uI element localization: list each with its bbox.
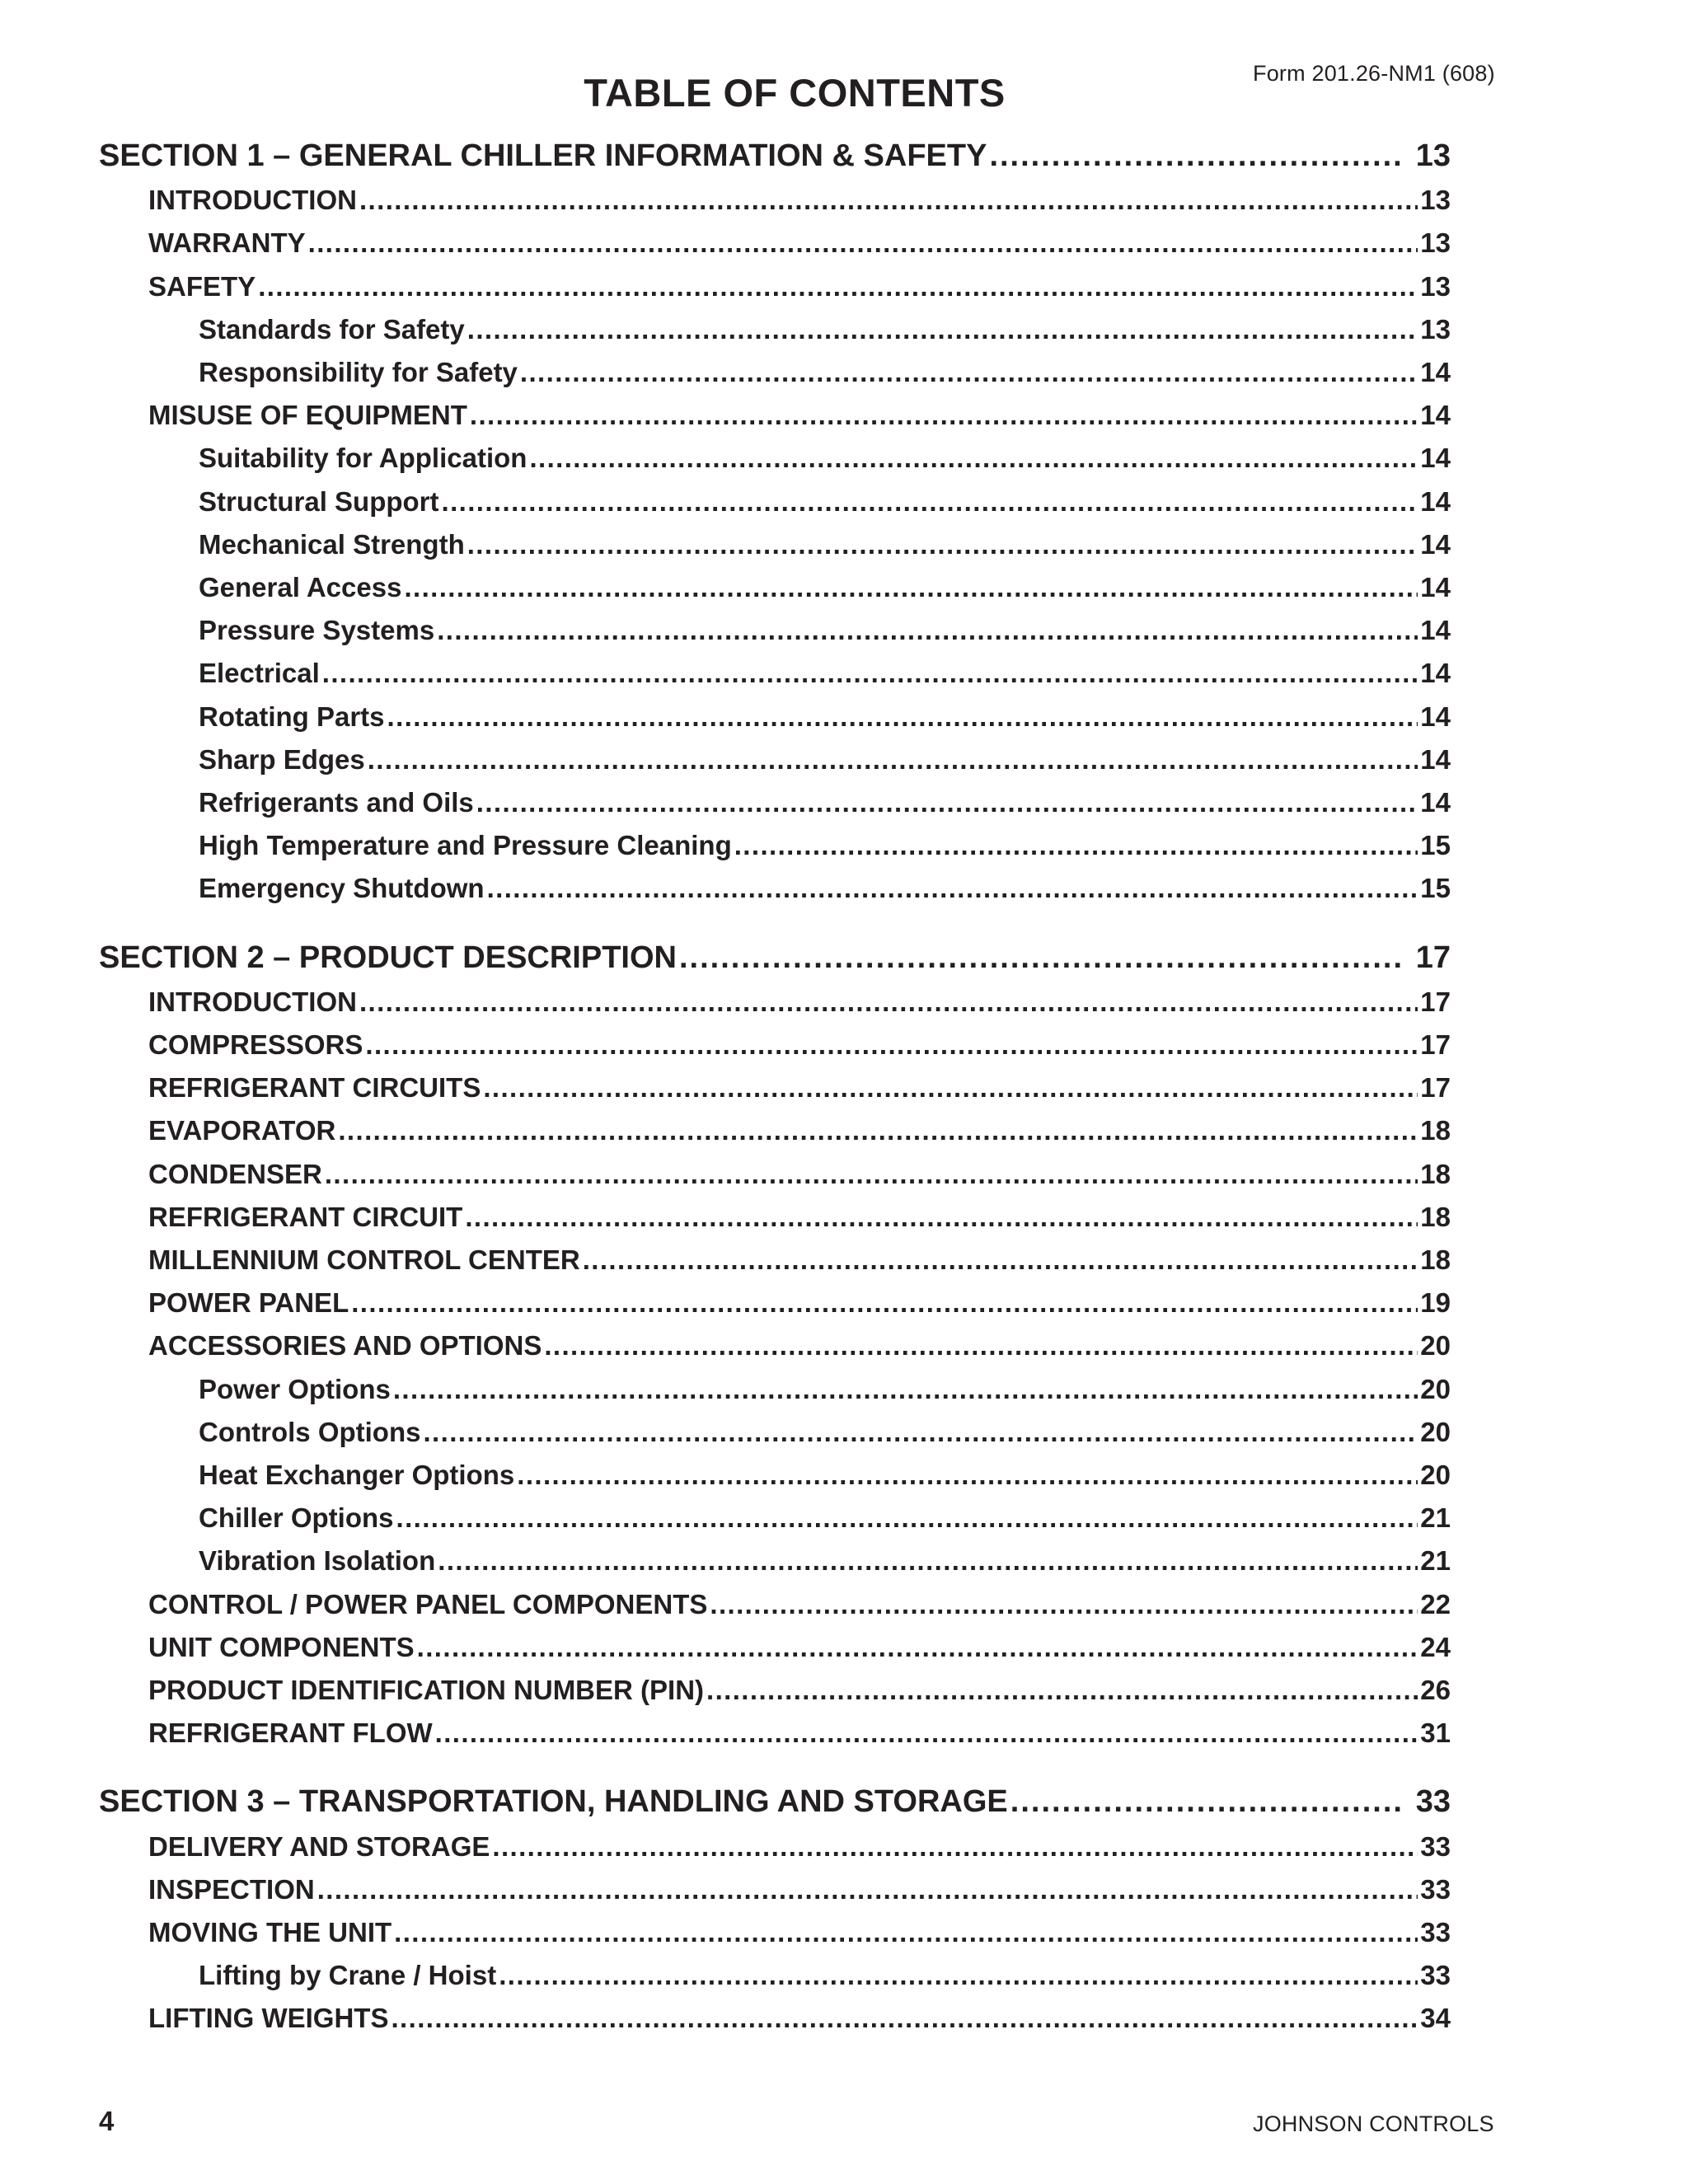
dot-leader	[435, 1718, 1418, 1749]
toc-entry-page: 14	[1420, 572, 1451, 602]
toc-entry-label: Pressure Systems	[199, 615, 435, 646]
toc-entry-label: INTRODUCTION	[148, 986, 357, 1017]
dot-leader	[520, 357, 1418, 388]
toc-entry-page: 18	[1420, 1201, 1451, 1232]
dot-leader	[442, 486, 1418, 518]
toc-topic-entry[interactable]	[148, 1287, 1451, 1319]
toc-entry-page: 18	[1420, 1244, 1451, 1275]
toc-entry-label: SECTION 2 – PRODUCT DESCRIPTION	[99, 940, 677, 975]
dot-leader	[387, 701, 1418, 733]
toc-subtopic-entry[interactable]	[199, 701, 1451, 733]
toc-entry-label: Suitability for Application	[199, 443, 528, 474]
toc-entry-page: 18	[1420, 1115, 1451, 1146]
toc-entry-label: INSPECTION	[148, 1873, 315, 1905]
dot-leader	[325, 1159, 1418, 1190]
toc-entry-label: LIFTING WEIGHTS	[148, 2003, 389, 2034]
toc-subtopic-entry[interactable]	[199, 314, 1451, 345]
toc-entry-label: Sharp Edges	[199, 743, 365, 775]
toc-topic-entry[interactable]	[148, 227, 1451, 259]
toc-entry-page: 20	[1420, 1416, 1451, 1447]
dot-leader	[438, 1545, 1418, 1577]
toc-entry-page: 33	[1420, 1873, 1451, 1905]
toc-entry-label: Responsibility for Safety	[199, 357, 518, 387]
dot-leader	[365, 1029, 1418, 1061]
dot-leader	[583, 1244, 1418, 1276]
toc-entry-page: 14	[1420, 701, 1451, 732]
toc-entry-label: General Access	[199, 572, 402, 602]
toc-entry-page: 26	[1420, 1675, 1451, 1705]
toc-topic-entry[interactable]	[148, 1244, 1451, 1276]
toc-topic-entry[interactable]	[148, 1632, 1451, 1663]
dot-leader	[465, 1202, 1418, 1233]
toc-entry-label: Power Options	[199, 1373, 391, 1404]
toc-topic-entry[interactable]	[148, 271, 1451, 302]
dot-leader	[492, 1831, 1418, 1863]
toc-entry-page: 14	[1420, 658, 1451, 689]
dot-leader	[359, 185, 1418, 216]
toc-entry-page: 17	[1415, 940, 1451, 975]
toc-entry-label: Refrigerants and Oils	[199, 787, 474, 818]
toc-entry-page: 18	[1420, 1158, 1451, 1189]
toc-topic-entry[interactable]	[148, 1917, 1451, 1948]
toc-topic-entry[interactable]	[148, 2003, 1451, 2034]
toc-entry-label: Vibration Isolation	[199, 1545, 436, 1577]
toc-topic-entry[interactable]	[148, 1072, 1451, 1104]
toc-entry-label: Mechanical Strength	[199, 528, 465, 560]
toc-entry-label: DELIVERY AND STORAGE	[148, 1830, 490, 1862]
toc-entry-page: 17	[1420, 1029, 1451, 1060]
toc-entry-label: SAFETY	[148, 270, 256, 302]
dot-leader	[391, 2003, 1418, 2034]
toc-entry-label: ACCESSORIES AND OPTIONS	[148, 1330, 542, 1361]
toc-entry-label: CONTROL / POWER PANEL COMPONENTS	[148, 1588, 708, 1619]
toc-entry-label: High Temperature and Pressure Cleaning	[199, 830, 732, 861]
dot-leader	[351, 1287, 1418, 1319]
toc-topic-entry[interactable]	[148, 1159, 1451, 1190]
toc-entry-label: MOVING THE UNIT	[148, 1917, 392, 1947]
dot-leader	[423, 1417, 1418, 1448]
toc-section-entry[interactable]	[99, 940, 1451, 976]
toc-entry-page: 14	[1420, 485, 1451, 517]
dot-leader	[396, 1502, 1418, 1534]
toc-entry-page: 13	[1420, 270, 1451, 302]
toc-entry-page: 19	[1420, 1287, 1451, 1319]
toc-entry-page: 14	[1420, 443, 1451, 474]
toc-subtopic-entry[interactable]	[199, 873, 1451, 904]
dot-leader	[467, 314, 1418, 345]
dot-leader	[359, 987, 1418, 1018]
toc-entry-label: Standards for Safety	[199, 313, 465, 344]
toc-entry-label: POWER PANEL	[148, 1287, 349, 1319]
toc-entry-label: EVAPORATOR	[148, 1115, 336, 1146]
toc-entry-label: SECTION 1 – GENERAL CHILLER INFORMATION & SAFETY	[99, 138, 987, 173]
toc-subtopic-entry[interactable]	[199, 1374, 1451, 1405]
dot-leader	[706, 1675, 1418, 1706]
toc-entry-page: 24	[1420, 1631, 1451, 1662]
toc-subtopic-entry[interactable]	[199, 572, 1451, 603]
toc-entry-page: 13	[1420, 227, 1451, 259]
dot-leader	[499, 1960, 1418, 1991]
toc-subtopic-entry[interactable]	[199, 658, 1451, 689]
toc-subtopic-entry[interactable]	[199, 830, 1451, 861]
dot-leader	[258, 271, 1418, 302]
toc-entry-page: 14	[1420, 357, 1451, 387]
dot-leader	[1010, 1784, 1405, 1820]
toc-entry-label: Heat Exchanger Options	[199, 1460, 515, 1490]
dot-leader	[470, 400, 1418, 431]
toc-entry-page: 34	[1420, 2003, 1451, 2034]
dot-leader	[483, 1072, 1418, 1104]
toc-topic-entry[interactable]	[148, 1330, 1451, 1361]
toc-section-entry[interactable]	[99, 138, 1451, 174]
toc-entry-label: UNIT COMPONENTS	[148, 1631, 415, 1662]
toc-entry-page: 14	[1420, 787, 1451, 818]
dot-leader	[710, 1589, 1418, 1620]
toc-entry-page: 15	[1420, 873, 1451, 904]
toc-subtopic-entry[interactable]	[199, 1460, 1451, 1491]
toc-entry-label: Rotating Parts	[199, 701, 385, 732]
toc-entry-page: 31	[1420, 1718, 1451, 1749]
toc-subtopic-entry[interactable]	[199, 1960, 1451, 1991]
toc-entry-page: 13	[1420, 185, 1451, 216]
toc-entry-page: 22	[1420, 1588, 1451, 1619]
dot-leader	[338, 1115, 1418, 1146]
dot-leader	[544, 1330, 1418, 1361]
toc-entry-label: WARRANTY	[148, 227, 306, 259]
toc-subtopic-entry[interactable]	[199, 787, 1451, 818]
dot-leader	[317, 1874, 1418, 1905]
toc-entry-page: 15	[1420, 830, 1451, 861]
page-number: 4	[99, 2106, 115, 2136]
toc-topic-entry[interactable]	[148, 1718, 1451, 1749]
dot-leader	[734, 830, 1418, 861]
toc-entry-page: 20	[1420, 1373, 1451, 1404]
toc-entry-label: Electrical	[199, 658, 320, 689]
dot-leader	[529, 443, 1418, 474]
toc-entry-page: 17	[1420, 1072, 1451, 1104]
toc-topic-entry[interactable]	[148, 185, 1451, 216]
dot-leader	[437, 615, 1418, 646]
toc-entry-label: PRODUCT IDENTIFICATION NUMBER (PIN)	[148, 1675, 705, 1705]
form-number: Form 201.26-NM1 (608)	[1253, 61, 1495, 86]
toc-subtopic-entry[interactable]	[199, 744, 1451, 776]
dot-leader	[989, 138, 1404, 174]
toc-subtopic-entry[interactable]	[199, 486, 1451, 518]
toc-entry-label: CONDENSER	[148, 1158, 322, 1189]
dot-leader	[679, 940, 1405, 976]
toc-topic-entry[interactable]	[148, 987, 1451, 1018]
toc-topic-entry[interactable]	[148, 1831, 1451, 1863]
toc-topic-entry[interactable]	[148, 1874, 1451, 1905]
toc-subtopic-entry[interactable]	[199, 1545, 1451, 1577]
toc-subtopic-entry[interactable]	[199, 357, 1451, 388]
toc-entry-page: 33	[1420, 1830, 1451, 1862]
toc-entry-page: 14	[1420, 615, 1451, 646]
toc-topic-entry[interactable]	[148, 400, 1451, 431]
footer-brand: JOHNSON CONTROLS	[1253, 2111, 1494, 2136]
dot-leader	[467, 529, 1418, 560]
toc-subtopic-entry[interactable]	[199, 1417, 1451, 1448]
toc-entry-page: 14	[1420, 743, 1451, 775]
toc-entry-page: 13	[1420, 313, 1451, 344]
toc-entry-label: INTRODUCTION	[148, 185, 357, 216]
toc-entry-page: 13	[1415, 138, 1451, 173]
toc-entry-page: 20	[1420, 1460, 1451, 1490]
dot-leader	[368, 744, 1418, 776]
toc-entry-page: 33	[1415, 1784, 1451, 1820]
dot-leader	[322, 658, 1418, 689]
toc-entry-page: 14	[1420, 528, 1451, 560]
toc-entry-page: 21	[1420, 1502, 1451, 1534]
toc-entry-label: MILLENNIUM CONTROL CENTER	[148, 1244, 580, 1275]
toc-topic-entry[interactable]	[148, 1202, 1451, 1233]
dot-leader	[308, 227, 1418, 259]
toc-entry-page: 33	[1420, 1917, 1451, 1947]
dot-leader	[393, 1374, 1418, 1405]
toc-entry-label: REFRIGERANT CIRCUITS	[148, 1072, 481, 1104]
dot-leader	[487, 873, 1418, 904]
toc-entry-label: COMPRESSORS	[148, 1029, 363, 1060]
toc-entry-page: 14	[1420, 400, 1451, 431]
toc-entry-label: Lifting by Crane / Hoist	[199, 1960, 497, 1991]
toc-subtopic-entry[interactable]	[199, 529, 1451, 560]
toc-entry-label: Emergency Shutdown	[199, 873, 485, 904]
toc-entry-page: 17	[1420, 986, 1451, 1017]
toc-entry-label: Structural Support	[199, 485, 439, 517]
dot-leader	[417, 1632, 1418, 1663]
dot-leader	[404, 572, 1418, 603]
toc-topic-entry[interactable]	[148, 1115, 1451, 1146]
dot-leader	[476, 787, 1418, 818]
toc-section-entry[interactable]	[99, 1784, 1451, 1820]
toc-entry-label: SECTION 3 – TRANSPORTATION, HANDLING AND STORAGE	[99, 1784, 1008, 1820]
toc-topic-entry[interactable]	[148, 1675, 1451, 1706]
toc-entry-page: 33	[1420, 1960, 1451, 1991]
toc-topic-entry[interactable]	[148, 1029, 1451, 1061]
toc-entry-label: REFRIGERANT FLOW	[148, 1718, 433, 1749]
toc-entry-label: MISUSE OF EQUIPMENT	[148, 400, 467, 431]
toc-topic-entry[interactable]	[148, 1589, 1451, 1620]
toc-subtopic-entry[interactable]	[199, 443, 1451, 474]
toc-entry-page: 20	[1420, 1330, 1451, 1361]
toc-entry-label: Chiller Options	[199, 1502, 394, 1534]
toc-entry-page: 21	[1420, 1545, 1451, 1577]
page-title: TABLE OF CONTENTS	[584, 71, 1006, 115]
dot-leader	[394, 1917, 1418, 1948]
dot-leader	[517, 1460, 1418, 1491]
toc-subtopic-entry[interactable]	[199, 615, 1451, 646]
toc-entry-label: Controls Options	[199, 1416, 421, 1447]
toc-entry-label: REFRIGERANT CIRCUIT	[148, 1201, 463, 1232]
toc-subtopic-entry[interactable]	[199, 1502, 1451, 1534]
